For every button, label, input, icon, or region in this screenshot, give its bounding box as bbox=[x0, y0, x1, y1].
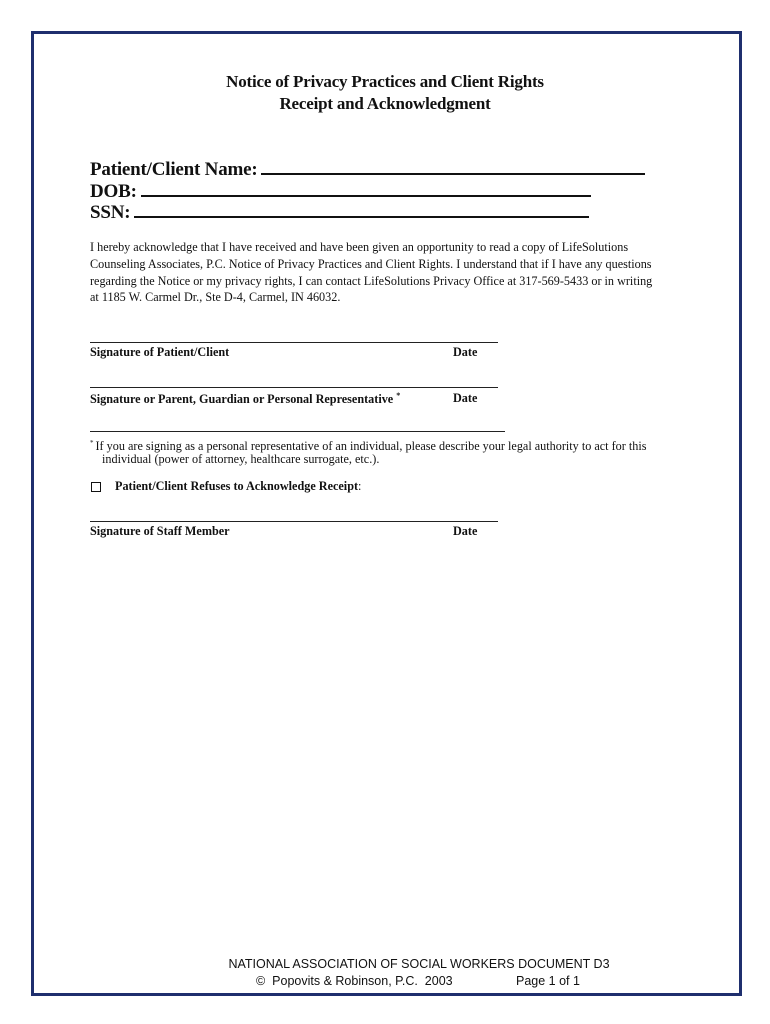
dob-line[interactable] bbox=[141, 193, 591, 197]
refusal-label-colon: : bbox=[358, 479, 362, 493]
patient-name-field[interactable] bbox=[90, 159, 645, 181]
representative-marker: * bbox=[396, 391, 401, 400]
representative-date-label: Date bbox=[453, 391, 478, 405]
footer-copyright: © Popovits & Robinson, P.C. 2003 bbox=[256, 974, 453, 988]
document-title: Notice of Privacy Practices and Client Rights bbox=[226, 72, 544, 91]
footer-page-number: Page 1 of 1 bbox=[516, 974, 580, 988]
footnote-marker: * bbox=[90, 439, 94, 447]
ssn-field[interactable] bbox=[90, 202, 589, 224]
footnote-text-2: individual (power of attorney, healthcare surrogate, etc.). bbox=[102, 452, 380, 466]
dob-label: DOB: bbox=[90, 181, 137, 202]
patient-name-label: Patient/Client Name: bbox=[90, 159, 258, 180]
refusal-label-text: Patient/Client Refuses to Acknowledge Receipt bbox=[115, 479, 359, 493]
patient-signature-label: Signature of Patient/Client bbox=[90, 345, 230, 359]
footnote-text-1: If you are signing as a personal representative of an individual, please describe your legal authority to act for this bbox=[95, 439, 647, 453]
patient-date-label: Date bbox=[453, 345, 478, 359]
refusal-checkbox[interactable] bbox=[91, 482, 101, 492]
acknowledgment-line: regarding the Notice or my privacy rights, I can contact LifeSolutions Privacy Office at 317-569-5433 or in writing bbox=[90, 273, 653, 288]
refusal-label bbox=[115, 479, 361, 494]
staff-date-label: Date bbox=[453, 524, 478, 538]
acknowledgment-line: Counseling Associates, P.C. Notice of Privacy Practices and Client Rights. I understand that if I have any questions bbox=[90, 256, 652, 271]
footer-document-id: NATIONAL ASSOCIATION OF SOCIAL WORKERS DOCUMENT D3 bbox=[228, 957, 610, 971]
authority-description-line[interactable] bbox=[90, 431, 505, 432]
representative-label-text: Signature or Parent, Guardian or Personal Representative bbox=[90, 392, 394, 407]
acknowledgment-line: I hereby acknowledge that I have received and have been given an opportunity to read a copy of LifeSolutions bbox=[90, 240, 629, 254]
staff-signature-line[interactable] bbox=[90, 521, 498, 522]
document-subtitle: Receipt and Acknowledgment bbox=[279, 94, 491, 113]
acknowledgment-line: at 1185 W. Carmel Dr., Ste D-4, Carmel, IN 46032. bbox=[90, 290, 341, 305]
patient-signature-line[interactable] bbox=[90, 342, 498, 343]
patient-name-line[interactable] bbox=[261, 171, 645, 175]
representative-signature-label bbox=[90, 391, 400, 407]
ssn-line[interactable] bbox=[134, 214, 589, 218]
dob-field[interactable] bbox=[90, 181, 591, 203]
ssn-label: SSN: bbox=[90, 202, 131, 223]
staff-signature-label: Signature of Staff Member bbox=[90, 524, 230, 538]
acknowledgment-paragraph bbox=[90, 239, 680, 306]
representative-signature-line[interactable] bbox=[90, 387, 498, 388]
